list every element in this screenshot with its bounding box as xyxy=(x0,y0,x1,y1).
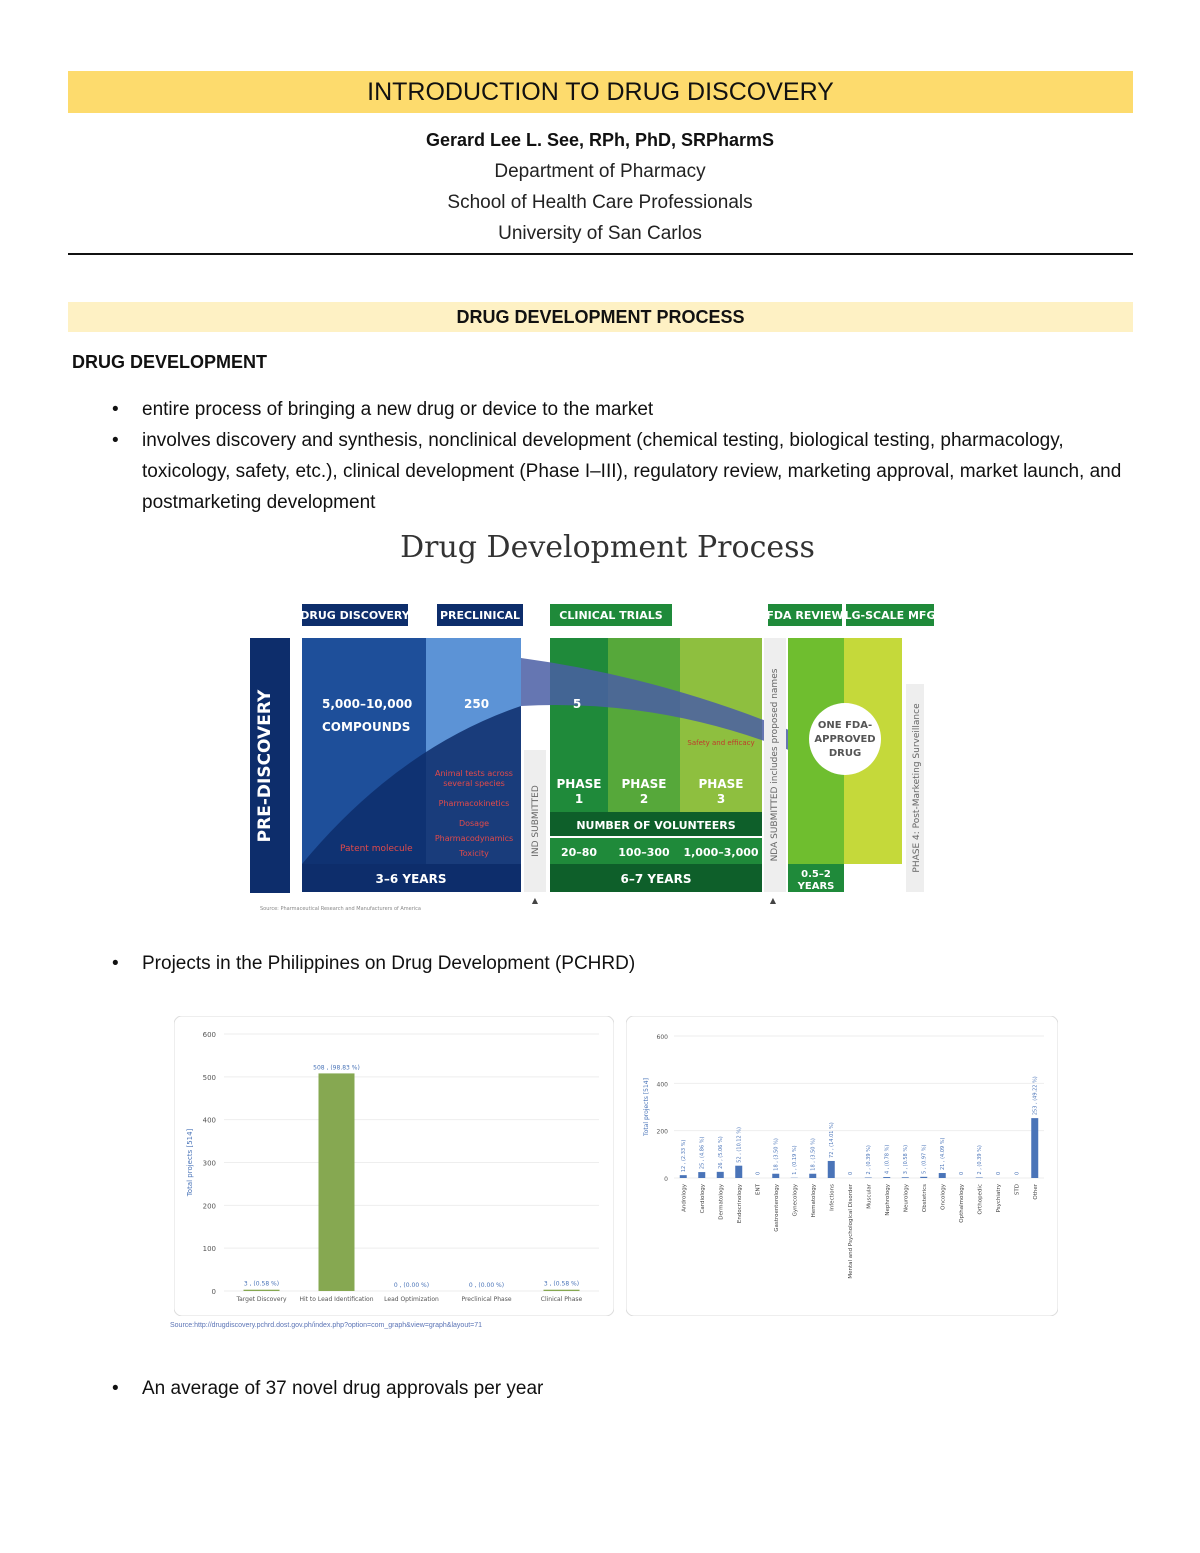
compounds-label: COMPOUNDS xyxy=(322,720,411,734)
category-label: Hematology xyxy=(810,1184,817,1218)
data-label: 0 xyxy=(958,1171,965,1175)
affiliation-school: School of Health Care Professionals xyxy=(447,192,753,213)
category-label: Orthopedic xyxy=(977,1184,984,1215)
y-tick-label: 600 xyxy=(202,1031,216,1039)
data-label: 4 , (0.78 %) xyxy=(884,1144,891,1175)
category-label: Endocrinology xyxy=(736,1184,743,1224)
bar xyxy=(809,1174,816,1178)
svg-text:20–80: 20–80 xyxy=(560,846,598,859)
svg-text:PHASE: PHASE xyxy=(698,777,744,791)
y-axis-label: Total projects [514] xyxy=(643,1078,650,1136)
chart-frame xyxy=(626,1016,1058,1316)
y-axis-label: Total projects [514] xyxy=(186,1128,194,1197)
svg-text:NUMBER OF VOLUNTEERS: NUMBER OF VOLUNTEERS xyxy=(576,819,736,832)
data-label: 72 , (14.01 %) xyxy=(829,1122,836,1158)
data-label: 2 , (0.39 %) xyxy=(866,1145,873,1175)
chart-development-stage xyxy=(174,1016,614,1316)
bar xyxy=(1031,1118,1038,1178)
y-tick-label: 300 xyxy=(202,1159,216,1168)
svg-text:PHASE: PHASE xyxy=(556,777,602,791)
bar xyxy=(902,1177,909,1178)
svg-text:1,000–3,000: 1,000–3,000 xyxy=(683,846,759,859)
data-label: 3 , (0.58 %) xyxy=(543,1280,580,1288)
category-label: Infections xyxy=(829,1184,836,1211)
data-label: 508 , (98.83 %) xyxy=(313,1064,360,1072)
data-label: 21 , (4.09 %) xyxy=(940,1137,947,1171)
years-discovery-label: 3–6 YEARS xyxy=(375,872,447,886)
chart-disease-area xyxy=(626,1016,1058,1316)
data-label: 25 , (4.86 %) xyxy=(699,1136,706,1170)
bullet-symbol: • xyxy=(112,430,119,451)
category-label: Opthalmology xyxy=(958,1184,965,1223)
category-label: Cardiology xyxy=(699,1184,706,1214)
bar xyxy=(939,1173,946,1178)
data-label: 0 xyxy=(1014,1171,1021,1175)
y-tick-label: 600 xyxy=(656,1034,668,1041)
ind-label: IND SUBMITTED xyxy=(531,785,541,857)
bar xyxy=(772,1174,779,1178)
category-label: Target Discovery xyxy=(236,1296,287,1303)
category-label: Lead Optimization xyxy=(384,1296,439,1303)
chart-frame xyxy=(174,1016,614,1316)
svg-text:LG-SCALE MFG: LG-SCALE MFG xyxy=(844,609,936,622)
svg-text:2: 2 xyxy=(639,792,649,806)
svg-text:CLINICAL TRIALS: CLINICAL TRIALS xyxy=(559,609,663,622)
bullet-symbol: • xyxy=(112,953,119,974)
section-heading: DRUG DEVELOPMENT xyxy=(72,352,268,372)
bar xyxy=(735,1166,742,1178)
bullet-symbol: • xyxy=(112,399,119,420)
y-tick-label: 100 xyxy=(202,1245,216,1254)
category-label: Clinical Phase xyxy=(540,1296,583,1303)
svg-text:0.5–2: 0.5–2 xyxy=(801,869,831,880)
y-tick-label: 200 xyxy=(656,1128,668,1136)
bar xyxy=(244,1290,280,1291)
category-label: Dermatology xyxy=(718,1184,725,1220)
category-label: Andrology xyxy=(681,1184,688,1212)
data-label: 3 , (0.58 %) xyxy=(903,1144,910,1175)
category-label: Mental and Psychological Disorder xyxy=(847,1184,854,1279)
svg-text:3: 3 xyxy=(716,792,726,806)
svg-text:Animal tests across: Animal tests across xyxy=(435,769,513,778)
svg-text:100–300: 100–300 xyxy=(618,846,670,859)
y-tick-label: 200 xyxy=(202,1202,216,1211)
category-label: Preclinical Phase xyxy=(461,1296,512,1303)
data-label: 0 , (0.00 %) xyxy=(468,1282,505,1289)
patent-label: Patent molecule xyxy=(340,844,413,854)
compounds-count: 5,000–10,000 xyxy=(322,697,413,711)
y-tick-label: 0 xyxy=(664,1176,668,1183)
y-tick-label: 0 xyxy=(211,1288,216,1296)
bullet-text: Projects in the Philippines on Drug Development (PCHRD) xyxy=(142,953,636,974)
y-tick-label: 400 xyxy=(656,1081,668,1089)
category-label: Oncology xyxy=(940,1184,947,1210)
category-label: Gynecology xyxy=(792,1184,799,1217)
bullet-symbol: • xyxy=(112,1378,119,1399)
affiliation-university: University of San Carlos xyxy=(498,223,702,244)
svg-text:PRECLINICAL: PRECLINICAL xyxy=(439,609,521,622)
bar xyxy=(698,1172,705,1178)
data-label: 3 , (0.58 %) xyxy=(243,1280,280,1288)
bar xyxy=(319,1073,355,1291)
svg-text:DRUG: DRUG xyxy=(828,748,862,759)
category-label: Other xyxy=(1032,1184,1039,1200)
y-tick-label: 500 xyxy=(202,1073,216,1082)
data-label: 0 xyxy=(847,1171,854,1175)
svg-text:Pharmacodynamics: Pharmacodynamics xyxy=(434,834,514,843)
category-label: ENT xyxy=(755,1184,762,1195)
data-label: 5 , (0.97 %) xyxy=(921,1144,928,1174)
svg-text:FDA REVIEW: FDA REVIEW xyxy=(766,609,844,622)
data-label: 0 xyxy=(995,1171,1002,1175)
category-label: Hit to Lead Identification xyxy=(299,1296,374,1303)
category-label: STD xyxy=(1014,1184,1021,1196)
svg-text:DRUG DISCOVERY: DRUG DISCOVERY xyxy=(300,609,410,622)
svg-text:▲: ▲ xyxy=(531,896,539,905)
data-label: 253 , (49.22 %) xyxy=(1032,1076,1039,1116)
category-label: Muscular xyxy=(866,1184,873,1209)
clinical-count: 5 xyxy=(572,697,582,711)
category-label: Psychiatry xyxy=(995,1184,1002,1213)
phase4-label: PHASE 4: Post-Marketing Surveillance xyxy=(912,703,922,873)
svg-text:APPROVED: APPROVED xyxy=(814,734,876,745)
category-label: Neurology xyxy=(903,1184,910,1213)
svg-text:Dosage: Dosage xyxy=(458,819,490,828)
document-title: INTRODUCTION TO DRUG DISCOVERY xyxy=(68,71,1133,113)
svg-text:PHASE: PHASE xyxy=(621,777,667,791)
bar xyxy=(883,1177,890,1178)
prediscovery-label: PRE-DISCOVERY xyxy=(255,689,275,843)
svg-text:▲: ▲ xyxy=(769,896,777,905)
affiliation-department: Department of Pharmacy xyxy=(494,161,706,182)
nda-label: NDA SUBMITTED includes proposed names xyxy=(770,668,780,862)
header-divider xyxy=(68,253,1133,255)
svg-text:Safety and efficacy: Safety and efficacy xyxy=(687,739,755,747)
preclinical-count: 250 xyxy=(464,697,490,711)
bar xyxy=(828,1161,835,1178)
svg-text:ONE FDA-: ONE FDA- xyxy=(817,720,873,731)
data-label: 26 , (5.06 %) xyxy=(718,1136,725,1169)
drug-development-diagram xyxy=(248,598,948,918)
data-label: 0 , (0.00 %) xyxy=(393,1282,430,1289)
data-label: 52 , (10.12 %) xyxy=(736,1127,743,1163)
y-tick-label: 400 xyxy=(202,1116,216,1125)
charts-source-link[interactable]: Source:http://drugdiscovery.pchrd.dost.gov.ph/index.php?option=com_graph&view=graph&layout=71 xyxy=(170,1322,483,1329)
category-label: Nephrology xyxy=(884,1184,891,1216)
section-banner: DRUG DEVELOPMENT PROCESS xyxy=(68,302,1133,332)
svg-text:6–7 YEARS: 6–7 YEARS xyxy=(620,872,692,886)
figure-source: Source: Pharmaceutical Research and Manufacturers of America xyxy=(260,906,421,912)
data-label: 0 xyxy=(755,1171,762,1175)
svg-text:several species: several species xyxy=(443,779,505,788)
bar xyxy=(680,1175,687,1178)
data-label: 18 , (3.50 %) xyxy=(773,1138,780,1171)
svg-text:1: 1 xyxy=(574,792,584,806)
bar xyxy=(717,1172,724,1178)
data-label: 2 , (0.39 %) xyxy=(977,1145,984,1175)
bullet-text: entire process of bringing a new drug or device to the market xyxy=(142,399,654,420)
bullet-text: An average of 37 novel drug approvals per year xyxy=(142,1378,544,1399)
category-label: Gastroenterology xyxy=(773,1184,780,1232)
data-label: 1 , (0.19 %) xyxy=(792,1145,799,1175)
bar xyxy=(920,1177,927,1178)
data-label: 18 , (3.50 %) xyxy=(810,1138,817,1171)
bullet-text: involves discovery and synthesis, nonclinical development (chemical testing, biological testing, pharmacology, toxicology, safety, etc.), clinical development (Phase I–III), regulatory review, marketing approval, market launch, and postmarketing development xyxy=(142,430,1122,513)
svg-text:Pharmacokinetics: Pharmacokinetics xyxy=(438,799,510,808)
author-name: Gerard Lee L. See, RPh, PhD, SRPharmS xyxy=(425,130,775,150)
svg-text:YEARS: YEARS xyxy=(797,881,835,892)
category-label: Obstetrics xyxy=(921,1184,928,1213)
figure-title: Drug Development Process xyxy=(400,530,815,565)
svg-text:Toxicity: Toxicity xyxy=(459,849,489,858)
data-label: 12 , (2.33 %) xyxy=(681,1139,688,1173)
bar xyxy=(544,1290,580,1291)
